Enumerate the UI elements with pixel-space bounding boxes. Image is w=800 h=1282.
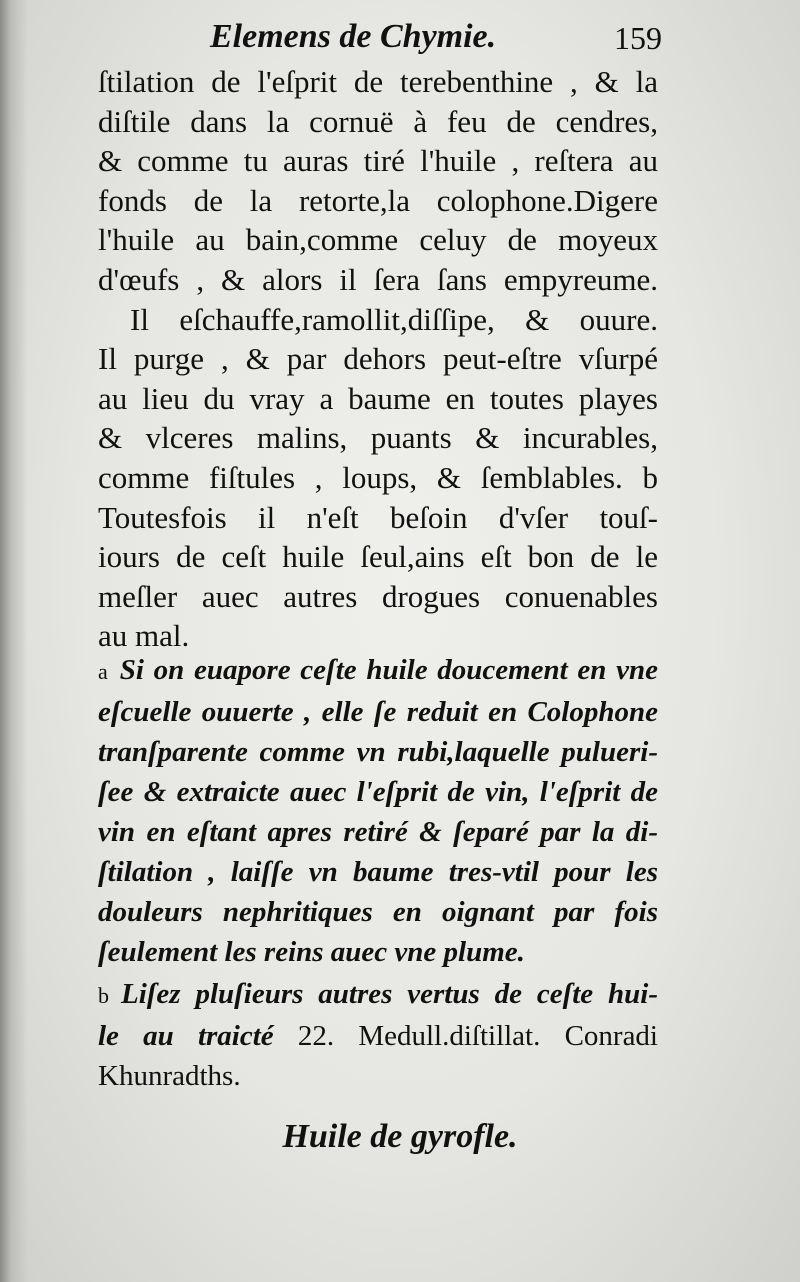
- note-marker: a: [98, 659, 108, 684]
- text-line: diſtile dans la cornuë à feu de cendres,: [98, 103, 658, 139]
- note-a-line: ſeulement les reins auec vne plume.: [98, 936, 525, 968]
- note-text: le au traicté: [98, 1020, 274, 1052]
- text-line: & vlceres malins, puants & incurables,: [98, 420, 658, 456]
- note-b-line: [98, 974, 658, 1016]
- text-line: Toutesfois il n'eſt beſoin d'vſer touſ-: [98, 499, 658, 535]
- text-line: comme fiſtules , loups, & ſemblables. b: [98, 459, 658, 495]
- note-a-line: ſtilation , laiſſe vn baume tres-vtil pour les: [98, 856, 658, 888]
- text-line: fonds de la retorte,la colophone.Digere: [98, 182, 658, 218]
- page-header: [90, 18, 660, 62]
- note-a-line: douleurs nephritiques en oignant par fois: [98, 896, 658, 928]
- running-title: Elemens de Chymie.: [210, 18, 497, 55]
- note-text-upright: 22. Medull.diſtillat. Conradi: [273, 1020, 658, 1052]
- note-text: Liſez pluſieurs autres vertus de ceſte hui-: [121, 978, 658, 1010]
- text-line: meſler auec autres drogues conuenables: [98, 578, 658, 614]
- marginal-notes: [98, 650, 658, 1096]
- note-a-line: [98, 650, 658, 692]
- section-heading: Huile de gyrofle.: [282, 1118, 518, 1155]
- page-number: 159: [614, 20, 662, 56]
- note-b-line: [98, 1016, 658, 1056]
- page-gutter-shadow: [0, 0, 28, 1282]
- text-line: ſtilation de l'eſprit de terebenthine , & la: [98, 64, 658, 99]
- note-a-line: eſcuelle ouuerte , elle ſe reduit en Colophone: [98, 696, 658, 728]
- text-line: au lieu du vray a baume en toutes playes: [98, 380, 658, 416]
- text-line: d'œufs , & alors il ſera ſans empyreume.: [98, 261, 658, 297]
- note-text: Si on euapore ceſte huile doucement en vne: [119, 654, 658, 686]
- text-line: au mal.: [98, 618, 190, 654]
- note-a-line: tranſparente comme vn rubi,laquelle pulueri-: [98, 736, 658, 768]
- note-a-line: vin en eſtant apres retiré & ſeparé par la di-: [98, 816, 658, 848]
- text-line: & comme tu auras tiré l'huile , reſtera au: [98, 143, 658, 179]
- text-line: iours de ceſt huile ſeul,ains eſt bon de le: [98, 539, 658, 575]
- note-marker: b: [98, 983, 109, 1008]
- main-text-block: [98, 62, 658, 656]
- note-a-line: ſee & extraicte auec l'eſprit de vin, l'eſprit de: [98, 776, 658, 808]
- note-b-line: Khunradths.: [98, 1060, 241, 1092]
- text-line: Il purge , & par dehors peut-eſtre vſurpé: [98, 341, 658, 377]
- text-line: Il eſchauffe,ramollit,diſſipe, & ouure.: [130, 301, 658, 337]
- text-line: l'huile au bain,comme celuy de moyeux: [98, 222, 658, 258]
